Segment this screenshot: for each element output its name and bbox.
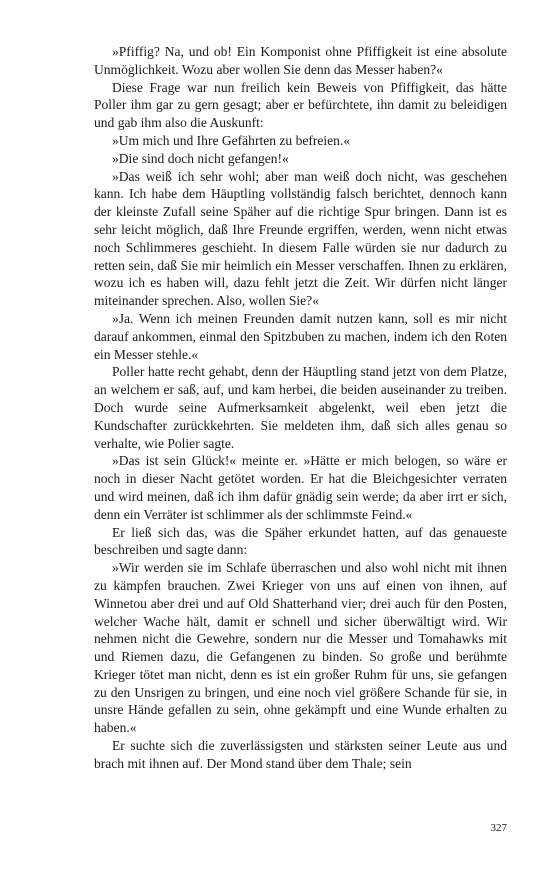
paragraph: »Um mich und Ihre Gefährten zu befreien.«: [112, 132, 351, 148]
paragraph: »Die sind doch nicht gefangen!«: [112, 150, 289, 166]
paragraph: »Das weiß ich sehr wohl; aber man weiß doch nicht, was geschehen kann. Ich habe dem Häuptling vollständig falsch berichtet, dennoch kann der kleinste Zufall seine Späher auf die richtige Spur bringen. Dann ist es sehr leicht möglich, daß Ihre Freunde ergriffen, werden, wenn nicht etwas noch Schlimmeres geschieht. In diesem Falle würden sie nur dadurch zu retten sein, daß Sie mir heimlich ein Messer verschaffen. Ihnen zu erklären, wozu ich es haben will, dazu fehlt jetzt die Zeit. Wir dürfen nicht länger miteinander sprechen. Also, wollen Sie?«: [94, 168, 507, 309]
paragraph: »Pfiffig? Na, und ob! Ein Komponist ohne Pfiffigkeit ist eine absolute Unmöglichkeit. Wozu aber wollen Sie denn das Messer haben?«: [94, 44, 507, 77]
paragraph: Poller hatte recht gehabt, denn der Häuptling stand jetzt von dem Platze, an welchem er saß, auf, und kam herbei, die beiden auseinander zu treiben. Doch wurde seine Aufmerksamkeit abgelenkt, weil eben jetzt die Kundschafter zurückkehrten. Sie meldeten ihm, daß sich alles genau so verhalte, wie Polier sagte.: [94, 364, 507, 451]
body-text: [94, 43, 507, 773]
paragraph: »Das ist sein Glück!« meinte er. »Hätte er mich belogen, so wäre er noch in dieser Nacht getötet worden. Er hat die Bleichgesichter verraten und wird meinen, daß ich ihm dafür gnädig sein werde; da aber irrt er sich, denn ein Verräter ist schlimmer als der schlimmste Feind.«: [94, 453, 507, 522]
page-number: 327: [490, 822, 507, 834]
paragraph: Er suchte sich die zuverlässigsten und stärksten seiner Leute aus und brach mit ihnen auf. Der Mond stand über dem Thale; sein: [94, 738, 507, 771]
paragraph: Diese Frage war nun freilich kein Beweis von Pfiffigkeit, das hätte Poller ihm gar zu gern gesagt; aber er befürchtete, ihn damit zu beleidigen und gab ihm also die Auskunft:: [94, 79, 507, 131]
paragraph: Er ließ sich das, was die Späher erkundet hatten, auf das genaueste beschreiben und sagte dann:: [94, 524, 507, 558]
paragraph: »Ja. Wenn ich meinen Freunden damit nutzen kann, soll es mir nicht darauf ankommen, einmal den Spitzbuben zu machen, indem ich den Roten ein Messer stehle.«: [94, 310, 507, 362]
paragraph: »Wir werden sie im Schlafe überraschen und also wohl nicht mit ihnen zu kämpfen brauchen. Zwei Krieger von uns auf einen von ihnen, auf Winnetou aber drei und auf Old Shatterhand vier; drei auch für den Posten, welcher Wache hält, damit er schnell und sicher überwältigt wird. Wir nehmen nicht die Gewehre, sondern nur die Messer und Tomahawks mit und Riemen dazu, die Gefangenen zu binden. So große und berühmte Krieger tötet man nicht, denn es ist ein großer Ruhm für uns, sie gefangen zu den Unsrigen zu bringen, und eine noch viel größere Schande für sie, in unsre Hände gefallen zu sein, ohne gekämpft und eine Wunde erhalten zu haben.«: [94, 560, 507, 736]
